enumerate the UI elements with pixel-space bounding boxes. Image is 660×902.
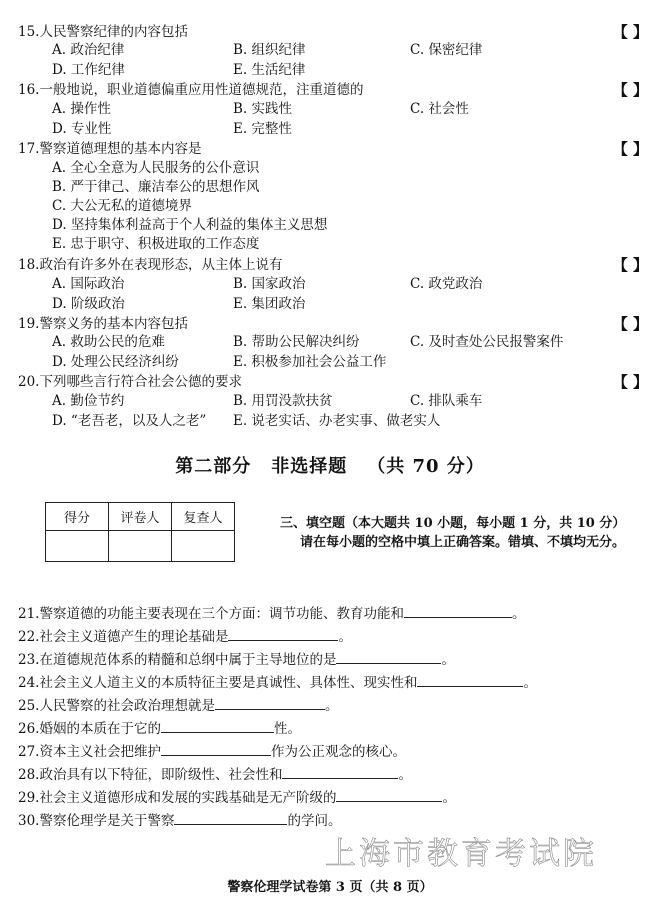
page-footer: 警察伦理学试卷第 3 页（共 8 页） <box>227 880 433 895</box>
option: D. 处理公民经济纠纷 <box>52 354 179 370</box>
option: D. 工作纪律 <box>52 62 125 78</box>
option: B. 实践性 <box>233 101 293 117</box>
item-text: 警察道德的功能主要表现在三个方面：调节功能、教育功能和 <box>39 606 404 622</box>
section-name: 非选择题 <box>271 456 348 477</box>
option: D. 阶级政治 <box>52 296 125 312</box>
answer-blank[interactable] <box>161 720 274 733</box>
item-text: 社会主义人道主义的本质特征主要是真诚性、具体性、现实性和 <box>39 675 418 691</box>
answer-blank[interactable] <box>282 766 398 779</box>
score-table <box>45 502 235 562</box>
option: A. 政治纪律 <box>52 42 125 58</box>
item-text-after: 性。 <box>273 721 301 737</box>
answer-blank[interactable] <box>404 605 512 618</box>
question-number: 15. <box>18 24 40 40</box>
item-text: 婚姻的本质在于它的 <box>39 721 161 737</box>
option: C. 政党政治 <box>410 276 483 292</box>
item-text: 政治具有以下特征，即阶级性、社会性和 <box>39 767 283 783</box>
item-text-after: 作为公正观念的核心。 <box>270 744 406 760</box>
question-15 <box>18 23 188 41</box>
option: D. 坚持集体利益高于个人利益的集体主义思想 <box>52 217 328 233</box>
answer-blank[interactable] <box>417 674 523 687</box>
section-score: （共 70 分） <box>367 456 485 477</box>
option: B. 帮助公民解决纠纷 <box>233 334 360 350</box>
option: B. 用罚没款扶贫 <box>233 393 333 409</box>
fill-section-heading: 三、填空题（本大题共 10 小题，每小题 1 分，共 10 分） <box>280 516 626 531</box>
fill-item-29 <box>18 789 456 807</box>
option: A. 国际政治 <box>52 276 125 292</box>
question-text: 人民警察纪律的内容包括 <box>39 24 188 40</box>
item-text-after: 。 <box>324 698 339 714</box>
item-number: 23. <box>18 652 40 668</box>
score-header: 得分 <box>46 503 109 531</box>
fill-item-25 <box>18 697 338 715</box>
option: E. 集团政治 <box>233 296 306 312</box>
question-number: 18. <box>18 257 40 273</box>
option: B. 国家政治 <box>233 276 306 292</box>
item-text-after: 。 <box>511 606 526 622</box>
question-20 <box>18 373 242 391</box>
option: D. “老吾老，以及人之老” <box>52 413 207 429</box>
option: E. 说老实话、办老实事、做老实人 <box>233 413 441 429</box>
option: A. 救助公民的危难 <box>52 334 165 350</box>
question-number: 16. <box>18 82 40 98</box>
answer-blank[interactable] <box>215 697 325 710</box>
question-text: 警察义务的基本内容包括 <box>39 316 188 332</box>
item-text: 人民警察的社会政治理想就是 <box>39 698 215 714</box>
option: A. 全心全意为人民服务的公仆意识 <box>52 160 260 176</box>
section-title <box>0 452 660 478</box>
grader-cell[interactable] <box>109 531 172 562</box>
item-number: 24. <box>18 675 40 691</box>
item-text: 资本主义社会把维护 <box>39 744 161 760</box>
fill-item-30 <box>18 812 341 830</box>
item-text: 在道德规范体系的精髓和总纲中属于主导地位的是 <box>39 652 337 668</box>
item-text-after: 。 <box>441 652 455 668</box>
item-number: 22. <box>18 629 40 645</box>
item-number: 26. <box>18 721 40 737</box>
option: C. 社会性 <box>410 101 469 117</box>
question-text: 警察道德理想的基本内容是 <box>39 141 202 157</box>
question-text: 下列哪些言行符合社会公德的要求 <box>39 374 242 390</box>
item-text: 社会主义道德形成和发展的实践基础是无产阶级的 <box>39 790 337 806</box>
question-text: 一般地说，职业道德偏重应用性道德规范，注重道德的 <box>39 82 364 98</box>
item-text: 社会主义道德产生的理论基础是 <box>39 629 229 645</box>
option: D. 专业性 <box>52 121 112 137</box>
answer-blank[interactable] <box>174 812 287 825</box>
item-number: 25. <box>18 698 40 714</box>
answer-blank[interactable] <box>161 743 271 756</box>
issuer-stamp: 上海市教育考试院 <box>325 836 597 872</box>
grader-header: 评卷人 <box>109 503 172 531</box>
option: E. 完整性 <box>233 121 292 137</box>
option: B. 严于律己、廉洁奉公的思想作风 <box>52 179 260 195</box>
fill-item-26 <box>18 720 301 738</box>
answer-blank[interactable] <box>228 628 338 641</box>
reviewer-cell[interactable] <box>172 531 235 562</box>
question-number: 19. <box>18 316 40 332</box>
fill-item-24 <box>18 674 537 692</box>
answer-blank[interactable] <box>336 789 442 802</box>
question-18 <box>18 256 282 274</box>
item-number: 21. <box>18 606 40 622</box>
item-number: 30. <box>18 813 40 829</box>
item-text-after: 。 <box>398 767 412 783</box>
option: C. 保密纪律 <box>410 42 483 58</box>
item-text-after: 。 <box>442 790 456 806</box>
fill-section-instruction: 请在每小题的空格中填上正确答案。错填、不填均无分。 <box>300 535 626 550</box>
question-16 <box>18 81 363 99</box>
item-text-after: 的学问。 <box>287 813 342 829</box>
question-number: 20. <box>18 374 40 390</box>
option: C. 及时查处公民报警案件 <box>410 334 564 350</box>
option: E. 忠于职守、积极进取的工作态度 <box>52 236 260 252</box>
option: E. 生活纪律 <box>233 62 306 78</box>
option: C. 大公无私的道德境界 <box>52 198 192 214</box>
answer-bracket: 【 】 <box>612 23 648 41</box>
score-cell[interactable] <box>46 531 109 562</box>
item-number: 28. <box>18 767 40 783</box>
item-text-after: 。 <box>523 675 537 691</box>
item-text: 警察伦理学是关于警察 <box>39 813 175 829</box>
reviewer-header: 复查人 <box>172 503 235 531</box>
item-number: 27. <box>18 744 40 760</box>
section-part: 第二部分 <box>175 456 252 477</box>
question-19 <box>18 315 188 333</box>
answer-bracket: 【 】 <box>612 373 648 391</box>
item-number: 29. <box>18 790 40 806</box>
fill-item-22 <box>18 628 352 646</box>
fill-item-23 <box>18 651 455 669</box>
fill-item-27 <box>18 743 406 761</box>
answer-bracket: 【 】 <box>612 315 648 333</box>
answer-bracket: 【 】 <box>612 81 648 99</box>
answer-bracket: 【 】 <box>612 256 648 274</box>
item-text-after: 。 <box>338 629 352 645</box>
option: A. 勤俭节约 <box>52 393 125 409</box>
answer-blank[interactable] <box>336 651 441 664</box>
question-17 <box>18 140 201 158</box>
question-number: 17. <box>18 141 40 157</box>
fill-item-28 <box>18 766 412 784</box>
question-text: 政治有许多外在表现形态，从主体上说有 <box>39 257 283 273</box>
option: C. 排队乘车 <box>410 393 483 409</box>
option: A. 操作性 <box>52 101 111 117</box>
option: B. 组织纪律 <box>233 42 306 58</box>
fill-item-21 <box>18 605 525 623</box>
answer-bracket: 【 】 <box>612 140 648 158</box>
option: E. 积极参加社会公益工作 <box>233 354 387 370</box>
